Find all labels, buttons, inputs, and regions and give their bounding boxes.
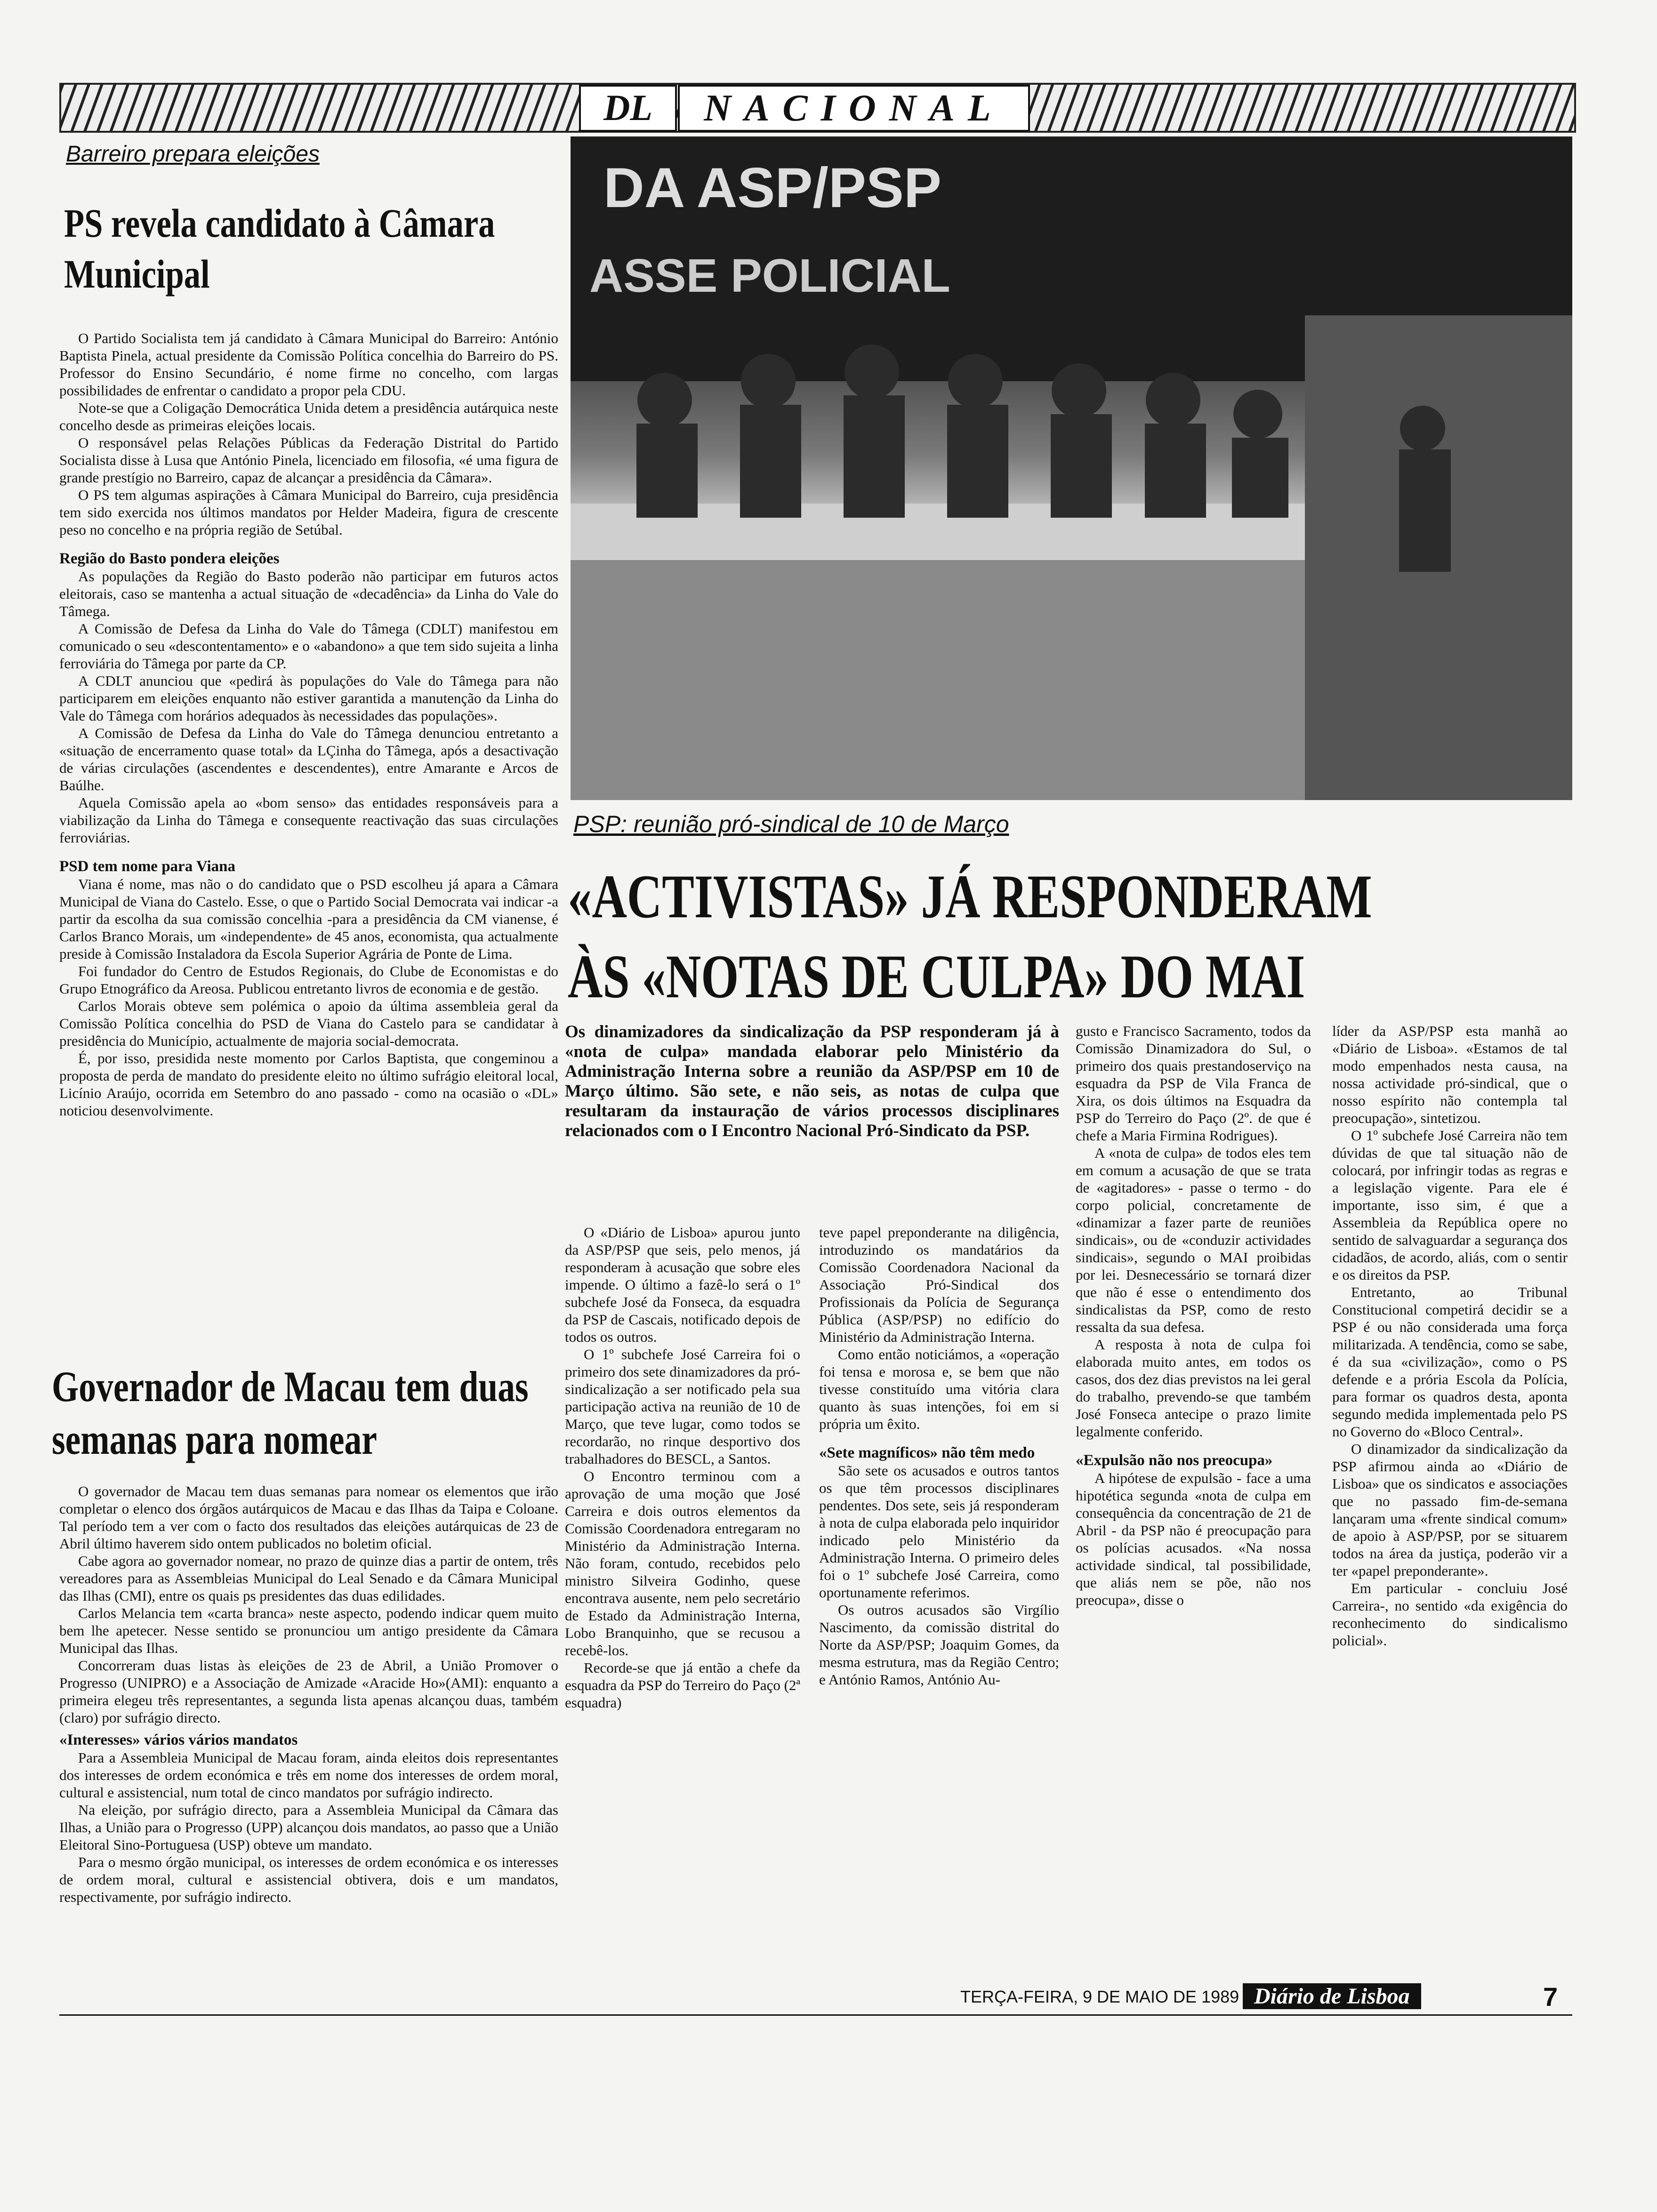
- paragraph: A «nota de culpa» de todos eles tem em comum a acusação de que se trata de «agitadores» - passe o termo - do corpo policial, concretamente de «dinamizar a fazer parte de reuniões sindicais», ou de «conduzir actividades sindicais», segundo o MAI proibidas por lei. Desnecessário se tornará dizer que não é esse o entendimento dos sindicalistas da PSP, como de resto ressalta da sua defesa.: [1076, 1145, 1311, 1335]
- paragraph: Os outros acusados são Virgílio Nascimento, da comissão distrital do Norte da ASP/PSP; Joaquim Gomes, da mesma estrutura, mas da Região Centro; e António Ramos, António Au-: [819, 1602, 1059, 1688]
- subhead-basto: Região do Basto pondera eleições: [59, 550, 280, 567]
- paragraph: O Encontro terminou com a aprovação de uma moção que José Carreira e dois outros elementos da Comissão Coordenadora entregaram no Ministério da Administração Interna. Não foram, contudo, recebidos pelo ministro Silveira Godinho, quese encontrava ausente, nem pelo secretário de Estado da Administração Interna, Lobo Branquinho, que se recusou a recebê-los.: [565, 1468, 800, 1659]
- subhead-expulsao: «Expulsão não nos preocupa»: [1076, 1452, 1273, 1469]
- paragraph: A Comissão de Defesa da Linha do Vale do Tâmega denunciou entretanto a «situação de encerramento quase total» da LÇinha do Tâmega, após a desactivação de várias circulações (ascendentes e descendentes), entre Amarante e Arcos de Baúlhe.: [59, 725, 558, 793]
- paragraph: O responsável pelas Relações Públicas da Federação Distrital do Partido Socialista disse à Lusa que António Pinela, licenciado em filosofia, «é uma figura de grande prestígio no Barreiro, capaz de alcançar a presidência da Câmara».: [59, 434, 558, 486]
- paragraph: A hipótese de expulsão - face a uma hipotética segunda «nota de culpa em consequência da concentração de 21 de Abril - da PSP não é preocupação para os polícias acusados. «Na nossa actividade sindical, tal possibilidade, que aliás nem se põe, não nos preocupa», disse o: [1076, 1470, 1311, 1608]
- footer-date: TERÇA-FEIRA, 9 DE MAIO DE 1989: [960, 1987, 1239, 2006]
- paragraph: Para a Assembleia Municipal de Macau foram, ainda eleitos dois representantes dos interesses de ordem económica e três em nome dos interesses de ordem moral, cultural e assistencial, num total de cinco mandatos por sufrágio indirecto.: [59, 1749, 558, 1801]
- paragraph: Cabe agora ao governador nomear, no prazo de quinze dias a partir de ontem, três vereadores para as Assembleias Municipal do Leal Senado e da Câmara Municipal das Ilhas (CMI), entre os quais ps presidentes das duas edilidades.: [59, 1553, 558, 1604]
- article-lede: Os dinamizadores da sindicalização da PSP responderam já à «nota de culpa» mandada elaborar pelo Ministério da Administração Interna sobre a reunião da ASP/PSP em 10 de Março último. São sete, e não seis, as notas de culpa que resultaram da instauração de vários processos disciplinares relacionados com o I Encontro Nacional Pró-Sindicato da PSP.: [565, 1022, 1059, 1140]
- paragraph: Carlos Melancia tem «carta branca» neste aspecto, podendo indicar quem muito bem lhe apetecer. Nesse sentido se pronunciou um antigo presidente da Câmara Municipal das Ilhas.: [59, 1605, 558, 1656]
- main-headline-line2: ÀS «NOTAS DE CULPA» DO MAI: [568, 942, 1305, 1011]
- paragraph: A CDLT anunciou que «pedirá às populações do Vale do Tâmega para não participarem em eleições enquanto não estiver garantida a manutenção da Linha do Vale do Tâmega com horários adequados às necessidades das populações».: [59, 673, 558, 724]
- footer-rule: [59, 2014, 1572, 2016]
- paragraph: Na eleição, por sufrágio directo, para a Assembleia Municipal da Câmara das Ilhas, a União para o Progresso (UPP) alcançou dois mandatos, ao passo que a União Eleitoral Sino-Portuguesa (USP) obteve um mandato.: [59, 1802, 558, 1853]
- paragraph: Como então noticiámos, a «operação foi tensa e morosa e, se bem que não tivesse constituído uma vitória clara quanto às suas intenções, foi em si própria um êxito.: [819, 1346, 1059, 1432]
- paragraph: Concorreram duas listas às eleições de 23 de Abril, a União Promover o Progresso (UNIPRO) e a Associação de Amizade «Aracide Ho»(AMI): enquanto a primeira elegeu três representantes, a segunda lista apenas alcançou duas, também (claro) por sufrágio directo.: [59, 1657, 558, 1726]
- kicker-barreiro: Barreiro prepara eleições: [66, 142, 320, 167]
- paragraph: Em particular - concluiu José Carreira-, no sentido «da exigência do reconhecimento do sindicalismo policial».: [1332, 1580, 1568, 1649]
- article-col-1: [565, 1224, 800, 1711]
- photo-psp-meeting: [571, 136, 1572, 800]
- paragraph: O dinamizador da sindicalização da PSP afirmou ainda ao «Diário de Lisboa» que os sindicatos e associações que no passado fim-de-semana lançaram uma «frente sindical comum» de apoio à ASP/PSP, por se situarem todos na área da justiça, poderão vir a ter «papel preponderante».: [1332, 1441, 1568, 1579]
- paragraph: O 1º subchefe José Carreira foi o primeiro dos sete dinamizadores da pró-sindicalização a ser notificado pela sua participação activa na reunião de 10 de Março, que teve lugar, como todos se recordarão, no rinque desportivo dos trabalhadores do BESCL, a Santos.: [565, 1346, 800, 1467]
- paragraph: Aquela Comissão apela ao «bom senso» das entidades responsáveis para a viabilização da Linha do Tâmega e consequente reactivação das suas circulações ferroviárias.: [59, 794, 558, 846]
- paragraph: Foi fundador do Centro de Estudos Regionais, do Clube de Economistas e do Grupo Etnográfico da Areosa. Publicou entretanto livros de economia e de gestão.: [59, 963, 558, 997]
- paragraph: Recorde-se que já então a chefe da esquadra da PSP do Terreiro do Paço (2ª esquadra): [565, 1659, 800, 1711]
- article-col-2: [819, 1224, 1059, 1688]
- page-number: 7: [1543, 1982, 1558, 2012]
- paper-logo: DL: [579, 85, 677, 132]
- photo-illustration: [571, 136, 1572, 800]
- paragraph: O «Diário de Lisboa» apurou junto da ASP/PSP que seis, pelo menos, já responderam à acusação que sobre eles impende. O último a fazê-lo será o 1º subchefe José da Fonseca, da esquadra da PSP de Cascais, notificado depois de todos os outros.: [565, 1224, 800, 1345]
- paragraph: gusto e Francisco Sacramento, todos da Comissão Dinamizadora do Sul, o primeiro dos quais prestandoserviço na esquadra da PSP de Vila Franca de Xira, os dois últimos na Esquadra da PSP do Terreiro do Paço (2º. de que é chefe a Maria Firmina Rodrigues).: [1076, 1023, 1311, 1144]
- paragraph: A resposta à nota de culpa foi elaborada muito antes, em todos os casos, dos dez dias previstos na lei geral do trabalho, prevendo-se que também José Fonseca antecipe o prazo limite legalmente conferido.: [1076, 1336, 1311, 1440]
- paragraph: líder da ASP/PSP esta manhã ao «Diário de Lisboa». «Estamos de tal modo empenhados nesta causa, na nossa actividade pró-sindical, que o nosso espírito não contempla tal preocupação», sintetizou.: [1332, 1023, 1568, 1126]
- section-title: NACIONAL: [678, 85, 1030, 132]
- article-macau: [59, 1483, 558, 1906]
- paragraph: O PS tem algumas aspirações à Câmara Municipal do Barreiro, cuja presidência tem sido exercida nos últimos mandatos por Helder Madeira, figura de crescente peso no concelho e na própria região de Setúbal.: [59, 487, 558, 538]
- paragraph: Note-se que a Coligação Democrática Unida detem a presidência autárquica neste concelho desde as primeiras eleições locais.: [59, 400, 558, 433]
- paragraph: Viana é nome, mas não o do candidato que o PSD escolheu já apara a Câmara Municipal de Viana do Castelo. Esse, o que o Partido Social Democrata vai indicar -a partir da escolha da sua comissão concelhia -para a presidência da CM vianense, é Carlos Branco Morais, um «independente» de 45 anos, economista, qua actualmente preside à Comissão Instaladora da Escola Superior Agrária de Ponte de Lima.: [59, 876, 558, 962]
- headline-macau: Governador de Macau tem duas semanas para nomear: [52, 1362, 529, 1463]
- paragraph: A Comissão de Defesa da Linha do Vale do Tâmega (CDLT) manifestou em comunicado o seu «descontentamento» e o «abandono» a que tem sido sujeita a linha ferroviária do Tâmega por parte da CP.: [59, 620, 558, 672]
- paragraph: Carlos Morais obteve sem polémica o apoio da última assembleia geral da Comissão Política concelhia do PSD de Viana do Castelo para se candidatar à presidência do Município, actualmente de majoria social-democrata.: [59, 998, 558, 1049]
- subhead-sete: «Sete magníficos» não têm medo: [819, 1444, 1035, 1461]
- paragraph: teve papel preponderante na diligência, introduzindo os mandatários da Comissão Coordenadora Nacional da Associação Pró-Sindical dos Profissionais da Polícia de Segurança Pública (ASP/PSP) no edifício do Ministério da Administração Interna.: [819, 1224, 1059, 1345]
- paragraph: São sete os acusados e outros tantos os que têm processos disciplinares pendentes. Dos sete, seis já responderam à nota de culpa elaborada pelo inquiridor indicado pelo Ministério da Administração Interna. O primeiro deles foi o 1º subchefe José Carreira, como oportunamente referimos.: [819, 1462, 1059, 1601]
- paragraph: O 1º subchefe José Carreira não tem dúvidas de que tal situação não de colocará, por infringir todas as regras e a legislação vigente. Para ele é importante, isso sim, é que a Assembleia da República opere no sentido de salvaguardar a segurança dos cidadãos, de acordo, aliás, com o sentir e os direitos da PSP.: [1332, 1127, 1568, 1283]
- subhead-interesses: «Interesses» vários vários mandatos: [59, 1731, 298, 1748]
- paragraph: O governador de Macau tem duas semanas para nomear os elementos que irão completar o elenco dos órgãos autárquicos de Macau e das Ilhas da Taipa e Coloane. Tal período tem a ver com o facto dos resultados das eleições autárquicas de 23 de Abril último haverem sido ontem publicados no boletim oficial.: [59, 1483, 558, 1552]
- article-col-3: [1076, 1022, 1311, 1609]
- article-barreiro: [59, 329, 558, 1119]
- article-col-4: [1332, 1022, 1568, 1649]
- banner-text-2: ASSE POLICIAL: [589, 249, 950, 302]
- paragraph: É, por isso, presidida neste momento por Carlos Baptista, que congeminou a proposta de perda de mandato do presidente eleito no último sufrágio eleitoral local, Licínio Araújo, ocorrida em Setembro do ano passado - como na ocasião o «DL» noticiou desenvolvimente.: [59, 1050, 558, 1119]
- subhead-viana: PSD tem nome para Viana: [59, 858, 235, 875]
- footer-paper-name: Diário de Lisboa: [1243, 1983, 1421, 2009]
- photo-caption: PSP: reunião pró-sindical de 10 de Março: [573, 811, 1009, 837]
- main-headline-line1: «ACTIVISTAS» JÁ RESPONDERAM: [568, 862, 1372, 931]
- headline-ps: PS revela candidato à Câmara Municipal: [64, 200, 495, 297]
- banner-text-1: DA ASP/PSP: [603, 156, 941, 219]
- paragraph: Para o mesmo órgão municipal, os interesses de ordem económica e os interesses de ordem moral, cultural e assistencial obtivera, dois e um mandatos, respectivamente, por sufrágio indirecto.: [59, 1854, 558, 1905]
- paragraph: Entretanto, ao Tribunal Constitucional competirá decidir se a PSP é ou não considerada uma força militarizada. A tendência, como se sabe, é da sua «civilização», como o PS defende e a prória Escola da Polícia, para formar os quadros desta, aponta segundo medida implementada pelo PS no Governo do «Bloco Central».: [1332, 1284, 1568, 1440]
- paragraph: O Partido Socialista tem já candidato à Câmara Municipal do Barreiro: António Baptista Pinela, actual presidente da Comissão Política concelhia do Barreiro do PS. Professor do Ensino Secundário, é nome firme no concelho, com largas possibilidades de enfrentar o candidato a propor pela CDU.: [59, 330, 558, 399]
- paragraph: As populações da Região do Basto poderão não participar em futuros actos eleitorais, caso se mantenha a actual situação de «decadência» da Linha do Vale do Tâmega.: [59, 568, 558, 619]
